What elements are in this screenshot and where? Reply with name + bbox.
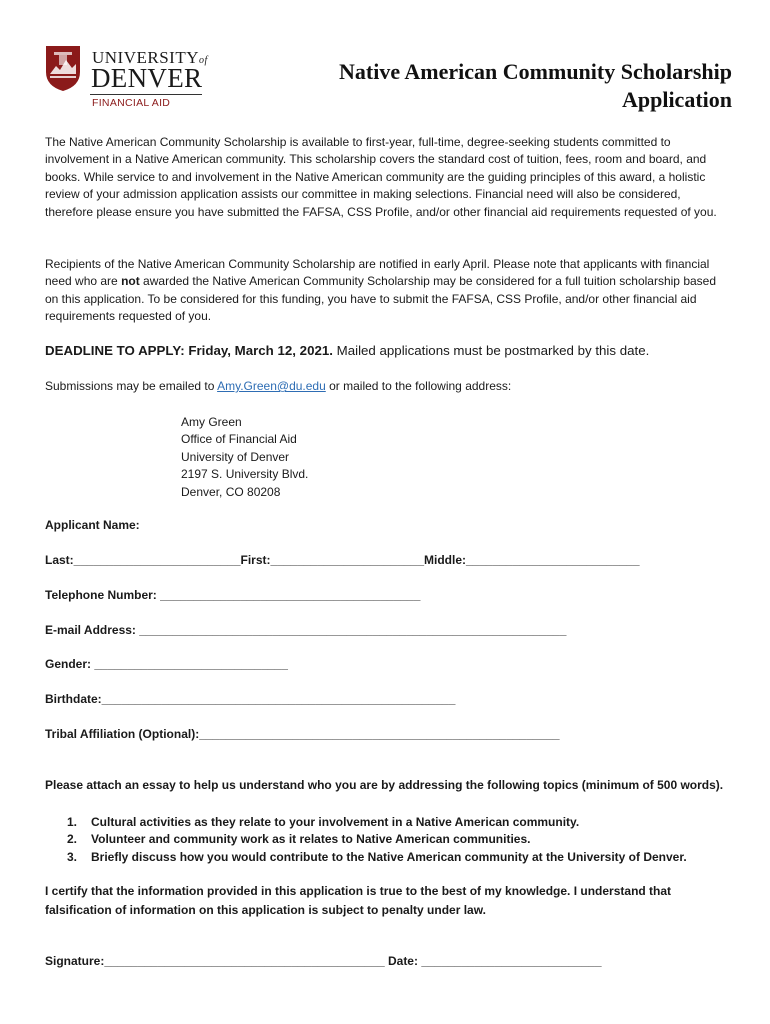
applicant-name-heading: Applicant Name: bbox=[45, 518, 140, 532]
email-field[interactable]: E-mail Address: ________________________________________________________________ bbox=[45, 623, 567, 637]
title-line-2: Application bbox=[621, 87, 732, 112]
logo-department-text: FINANCIAL AID bbox=[92, 97, 171, 109]
name-field-line[interactable]: Last:_________________________First:_______________________Middle:__________________________ bbox=[45, 553, 640, 567]
intro-paragraph: The Native American Community Scholarship is available to first-year, full-time, degree-seeking students committed to involvement in a Native American community. This scholarship covers the standard cost of tuition, fees, room and board, and books. While service to and involvement in the Native American community are the guiding principles of this award, a holistic review of your admission application assists our committee in making selections. Financial need will also be considered, therefore please ensure you have submitted the FAFSA, CSS Profile, and/or other financial aid requirements requested of you. bbox=[45, 135, 717, 219]
deadline-label: DEADLINE TO APPLY: Friday, March 12, 2021. bbox=[45, 343, 333, 358]
mailing-address bbox=[181, 414, 308, 501]
address-line: 2197 S. University Blvd. bbox=[181, 467, 309, 482]
submission-instructions: Submissions may be emailed to Amy.Green@du.edu or mailed to the following address: bbox=[45, 379, 512, 393]
essay-topics-list bbox=[67, 814, 687, 866]
address-line: Denver, CO 80208 bbox=[181, 484, 281, 499]
logo-university-text: UNIVERSITYof bbox=[92, 48, 208, 67]
telephone-field[interactable]: Telephone Number: _______________________________________ bbox=[45, 588, 421, 602]
address-line: University of Denver bbox=[181, 449, 290, 464]
recipients-paragraph: Recipients of the Native American Community Scholarship are notified in early April. Please note that applicants with financial need who are not awarded the Native American Community Scholarship may be considered for a full tuition scholarship based on this application. To be considered for this funding, you have to submit the FAFSA, CSS Profile, and/or other financial aid requirements requested of you. bbox=[45, 257, 717, 324]
page-title bbox=[292, 58, 732, 114]
tribal-affiliation-field[interactable]: Tribal Affiliation (Optional):______________________________________________________ bbox=[45, 727, 560, 741]
university-seal-icon bbox=[44, 44, 82, 92]
logo-denver-text: DENVER bbox=[91, 63, 203, 93]
list-item: 1. Cultural activities as they relate to your involvement in a Native American community. bbox=[67, 815, 580, 829]
email-link[interactable]: Amy.Green@du.edu bbox=[217, 379, 326, 393]
address-line: Amy Green bbox=[181, 415, 242, 429]
title-line-1: Native American Community Scholarship bbox=[339, 59, 732, 84]
list-item: 3. Briefly discuss how you would contribute to the Native American community at the University of Denver. bbox=[67, 849, 687, 864]
address-line: Office of Financial Aid bbox=[181, 432, 297, 447]
logo-divider bbox=[90, 94, 202, 95]
deadline-note: Mailed applications must be postmarked by this date. bbox=[332, 343, 650, 358]
deadline-line bbox=[45, 343, 649, 358]
certification-statement: I certify that the information provided in this application is true to the best of my knowledge. I understand that falsification of information on this application is subject to penalty under law. bbox=[45, 884, 672, 917]
essay-prompt: Please attach an essay to help us understand who you are by addressing the following topics (minimum of 500 words). bbox=[45, 778, 724, 792]
list-item: 2. Volunteer and community work as it relates to Native American communities. bbox=[67, 832, 531, 847]
du-financial-aid-logo bbox=[44, 42, 209, 114]
gender-field[interactable]: Gender: _____________________________ bbox=[45, 657, 288, 671]
signature-date-field[interactable]: Signature:__________________________________________ Date: ___________________________ bbox=[45, 954, 602, 968]
birthdate-field[interactable]: Birthdate:_____________________________________________________ bbox=[45, 692, 456, 706]
